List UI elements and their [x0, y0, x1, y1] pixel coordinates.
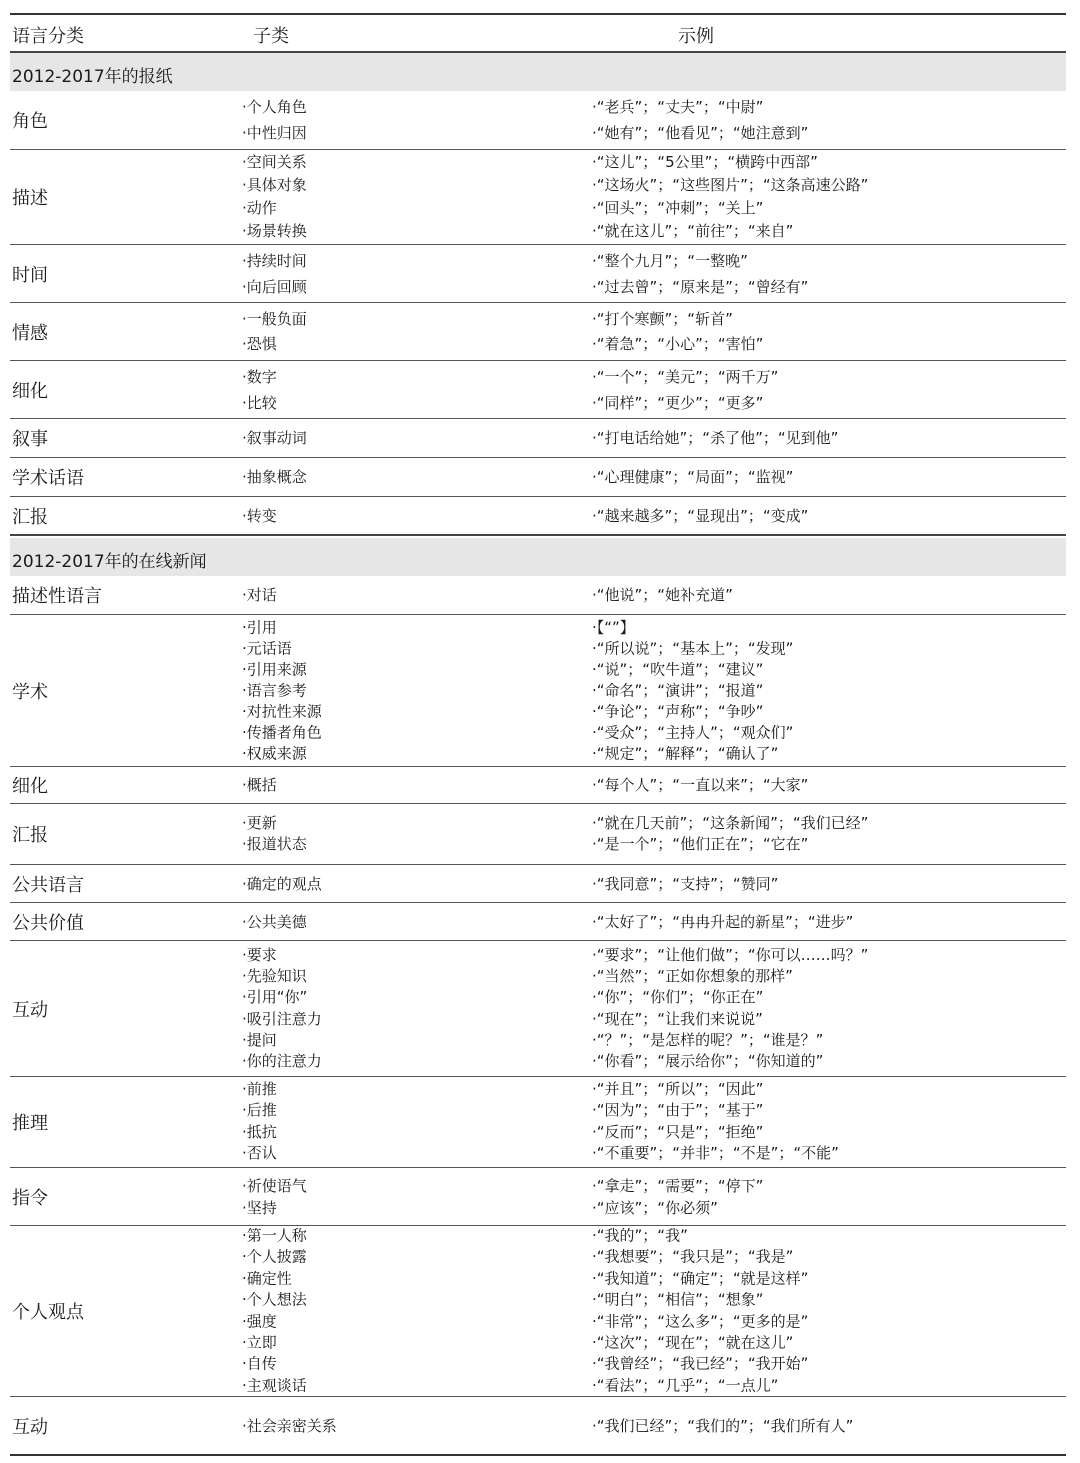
category-group: [10, 361, 1066, 419]
table-row: [10, 1268, 1066, 1289]
table-row: [10, 1290, 1066, 1311]
examples: ·“同样”；“更少”；“更多”: [592, 393, 764, 412]
category-label: 个人观点: [12, 1302, 84, 1323]
subcategory: ·祈使语气: [242, 1176, 307, 1195]
examples: ·“整个九月”；“一整晚”: [592, 251, 748, 270]
table-row: [10, 467, 1066, 487]
table-row: [10, 680, 1066, 701]
table-row: [10, 248, 1066, 274]
examples: ·“命名”；“演讲”；“报道”: [592, 681, 764, 699]
subcategory: ·恐惧: [242, 334, 277, 353]
table-row: [10, 874, 1066, 894]
table-row: [10, 1079, 1066, 1100]
table-row: [10, 743, 1066, 764]
subcategory: ·吸引注意力: [242, 1009, 322, 1028]
category-label: 推理: [12, 1113, 48, 1134]
category-label: 公共价值: [12, 912, 84, 934]
category-label: 叙事: [12, 429, 48, 450]
subcategory: ·元话语: [242, 639, 292, 657]
table-row: [10, 1247, 1066, 1268]
examples: ·“受众”；“主持人”；“观众们”: [592, 723, 794, 741]
subcategory: ·抽象概念: [242, 468, 307, 486]
category-group: [10, 615, 1066, 767]
category-group: [10, 1077, 1066, 1168]
subcategory: ·后推: [242, 1101, 277, 1120]
examples: ·“我知道”；“确定”；“就是这样”: [592, 1269, 809, 1288]
subcategory: ·数字: [242, 367, 277, 386]
section-header: [10, 538, 1066, 576]
examples: ·“明白”；“相信”；“想象”: [592, 1290, 764, 1309]
table-row: [10, 220, 1066, 243]
table-row: [10, 1175, 1066, 1197]
table-row: [10, 1416, 1066, 1436]
section-title: 2012-2017年的在线新闻: [12, 552, 207, 572]
subcategory: ·社会亲密关系: [242, 1416, 337, 1435]
subcategory: ·公共美德: [242, 912, 307, 931]
examples: ·“因为”；“由于”；“基于”: [592, 1101, 764, 1120]
examples: ·“他说”；“她补充道”: [592, 586, 733, 604]
table-row: [10, 506, 1066, 526]
examples: ·“打个寒颤”；“斩首”: [592, 309, 733, 328]
category-label: 时间: [12, 264, 48, 286]
examples: ·“我的”；“我”: [592, 1226, 688, 1245]
table-row: [10, 1332, 1066, 1353]
subcategory: ·持续时间: [242, 251, 307, 270]
category-label: 汇报: [12, 506, 48, 528]
subcategory: ·具体对象: [242, 176, 307, 194]
examples: ·“？”；“是怎样的呢？”；“谁是？”: [592, 1030, 824, 1049]
subcategory: ·引用“你”: [242, 988, 308, 1007]
subcategory: ·立即: [242, 1333, 277, 1352]
subcategory: ·场景转换: [242, 222, 307, 240]
category-label: 指令: [12, 1187, 48, 1209]
category-group: [10, 303, 1066, 361]
table-row: [10, 428, 1066, 448]
category-label: 角色: [12, 111, 48, 132]
subcategory: ·更新: [242, 814, 277, 832]
examples: ·“拿走”；“需要”；“停下”: [592, 1176, 764, 1195]
table-row: [10, 775, 1066, 795]
examples: ·“说”；“吹牛道”；“建议”: [592, 660, 764, 678]
table-row: [10, 912, 1066, 932]
table-row: [10, 151, 1066, 174]
category-group: [10, 150, 1066, 245]
subcategory: ·中性归因: [242, 124, 307, 142]
subcategory: ·强度: [242, 1312, 277, 1330]
category-group: [10, 419, 1066, 458]
category-label: 描述性语言: [12, 586, 102, 607]
subcategory: ·个人想法: [242, 1290, 307, 1309]
header-examples: 示例: [678, 26, 714, 47]
examples: ·“就在几天前”；“这条新闻”；“我们已经”: [592, 814, 869, 832]
category-group: [10, 804, 1066, 865]
subcategory: ·确定的观点: [242, 874, 322, 893]
category-label: 互动: [12, 1416, 48, 1438]
subcategory: ·转变: [242, 506, 277, 525]
table-row: [10, 638, 1066, 659]
table-row: [10, 1122, 1066, 1143]
table-row: [10, 1354, 1066, 1375]
examples: ·“打电话给她”；“杀了他”；“见到他”: [592, 429, 839, 447]
examples: ·“不重要”；“并非”；“不是”；“不能”: [592, 1144, 839, 1163]
table-header: [10, 15, 1066, 53]
subcategory: ·对话: [242, 586, 277, 604]
examples: ·“非常”；“这么多”；“更多的是”: [592, 1312, 809, 1330]
table-row: [10, 1009, 1066, 1030]
examples: ·“越来越多”；“显现出”；“变成”: [592, 506, 809, 525]
subcategory: ·传播者角色: [242, 723, 322, 741]
table-row: [10, 1101, 1066, 1122]
category-label: 学术: [12, 681, 48, 703]
category-group: [10, 865, 1066, 903]
examples: ·“这儿”；“5公里”；“横跨中西部”: [592, 153, 818, 171]
examples: ·“这次”；“现在”；“就在这儿”: [592, 1333, 794, 1352]
table-row: [10, 701, 1066, 722]
examples: ·“你”；“你们”；“你正在”: [592, 988, 764, 1007]
category-group: [10, 458, 1066, 497]
category-label: 公共语言: [12, 874, 84, 896]
table-row: [10, 1311, 1066, 1332]
subcategory: ·空间关系: [242, 153, 307, 171]
examples: ·“回头”；“冲刺”；“关上”: [592, 199, 764, 217]
subcategory: ·坚持: [242, 1198, 277, 1217]
subcategory: ·要求: [242, 945, 277, 964]
table-row: [10, 332, 1066, 357]
examples: ·“着急”；“小心”；“害怕”: [592, 334, 764, 353]
examples: ·“老兵”；“丈夫”；“中尉”: [592, 98, 764, 116]
table-row: [10, 1197, 1066, 1219]
subcategory: ·提问: [242, 1030, 277, 1049]
category-group: [10, 1397, 1066, 1456]
table-row: [10, 1030, 1066, 1051]
subcategory: ·权威来源: [242, 744, 307, 762]
subcategory: ·报道状态: [242, 835, 307, 853]
examples: ·“规定”；“解释”；“确认了”: [592, 744, 779, 762]
examples: ·“过去曾”；“原来是”；“曾经有”: [592, 277, 809, 296]
subcategory: ·比较: [242, 393, 277, 412]
examples: ·“要求”；“让他们做”；“你可以……吗？”: [592, 945, 869, 964]
category-label: 互动: [12, 999, 48, 1021]
examples: ·“现在”；“让我们来说说”: [592, 1009, 763, 1028]
examples: ·“每个人”；“一直以来”；“大家”: [592, 776, 809, 794]
subcategory: ·个人披露: [242, 1247, 307, 1266]
table-row: [10, 1225, 1066, 1246]
subcategory: ·引用来源: [242, 660, 307, 678]
subcategory: ·个人角色: [242, 98, 307, 116]
table-row: [10, 722, 1066, 743]
subcategory: ·否认: [242, 1144, 277, 1163]
category-group: [10, 1168, 1066, 1226]
subcategory: ·你的注意力: [242, 1052, 322, 1071]
subcategory: ·叙事动词: [242, 429, 307, 447]
subcategory: ·对抗性来源: [242, 702, 322, 720]
category-label: 汇报: [12, 825, 48, 846]
subcategory: ·一般负面: [242, 309, 307, 328]
category-group: [10, 576, 1066, 615]
table-row: [10, 1051, 1066, 1072]
table-row: [10, 390, 1066, 416]
category-label: 学术话语: [12, 468, 84, 489]
section-header: [10, 53, 1066, 91]
table-row: [10, 364, 1066, 390]
table-row: [10, 174, 1066, 197]
table-row: [10, 966, 1066, 987]
subcategory: ·先验知识: [242, 966, 307, 985]
examples: ·“我想要”；“我只是”；“我是”: [592, 1247, 794, 1266]
examples: ·“你看”；“展示给你”；“你知道的”: [592, 1052, 824, 1071]
examples: ·“争论”；“声称”；“争吵”: [592, 702, 764, 720]
examples: ·【“”】: [592, 618, 635, 636]
table-row: [10, 94, 1066, 120]
examples: ·“我曾经”；“我已经”；“我开始”: [592, 1354, 809, 1373]
examples: ·“并且”；“所以”；“因此”: [592, 1080, 764, 1099]
section-title: 2012-2017年的报纸: [12, 67, 173, 87]
subcategory: ·确定性: [242, 1269, 292, 1288]
table-row: [10, 617, 1066, 638]
examples: ·“就在这儿”；“前往”；“来自”: [592, 222, 794, 240]
category-label: 描述: [12, 188, 48, 209]
examples: ·“反而”；“只是”；“拒绝”: [592, 1123, 764, 1141]
category-label: 细化: [12, 776, 48, 797]
subcategory: ·概括: [242, 776, 277, 794]
examples: ·“一个”；“美元”；“两千万”: [592, 367, 779, 386]
subcategory: ·第一人称: [242, 1226, 307, 1245]
category-label: 细化: [12, 380, 48, 402]
examples: ·“太好了”；“冉冉升起的新星”；“进步”: [592, 912, 854, 931]
examples: ·“当然”；“正如你想象的那样”: [592, 966, 793, 985]
subcategory: ·前推: [242, 1080, 277, 1099]
examples: ·“这场火”；“这些图片”；“这条高速公路”: [592, 176, 869, 194]
table-row: [10, 120, 1066, 146]
examples: ·“我同意”；“支持”；“赞同”: [592, 874, 779, 893]
subcategory: ·引用: [242, 618, 277, 636]
category-group: [10, 767, 1066, 804]
header-category: 语言分类: [12, 26, 84, 47]
table-row: [10, 274, 1066, 300]
subcategory: ·主观谈话: [242, 1376, 307, 1395]
category-group: [10, 245, 1066, 303]
table-row: [10, 197, 1066, 220]
subcategory: ·自传: [242, 1354, 277, 1373]
category-group: [10, 941, 1066, 1077]
subcategory: ·动作: [242, 199, 277, 217]
header-subcategory: 子类: [253, 26, 289, 47]
subcategory: ·向后回顾: [242, 277, 307, 296]
category-group: [10, 497, 1066, 536]
table-row: [10, 813, 1066, 834]
examples: ·“是一个”；“他们正在”；“它在”: [592, 835, 809, 853]
examples: ·“应该”；“你必须”: [592, 1198, 718, 1217]
examples: ·“所以说”；“基本上”；“发现”: [592, 639, 794, 657]
examples: ·“看法”；“几乎”；“一点儿”: [592, 1376, 779, 1395]
category-group: [10, 91, 1066, 150]
language-category-table: [10, 13, 1066, 1456]
table-row: [10, 987, 1066, 1008]
table-row: [10, 307, 1066, 332]
examples: ·“她有”；“他看见”；“她注意到”: [592, 124, 809, 142]
subcategory: ·抵抗: [242, 1123, 277, 1141]
examples: ·“我们已经”；“我们的”；“我们所有人”: [592, 1416, 854, 1435]
table-row: [10, 659, 1066, 680]
examples: ·“心理健康”；“局面”；“监视”: [592, 468, 794, 486]
category-group: [10, 1226, 1066, 1397]
table-row: [10, 1143, 1066, 1164]
subcategory: ·语言参考: [242, 681, 307, 699]
table-row: [10, 944, 1066, 965]
category-group: [10, 903, 1066, 941]
table-row: [10, 585, 1066, 605]
category-label: 情感: [12, 322, 48, 344]
table-row: [10, 1375, 1066, 1396]
table-row: [10, 834, 1066, 855]
